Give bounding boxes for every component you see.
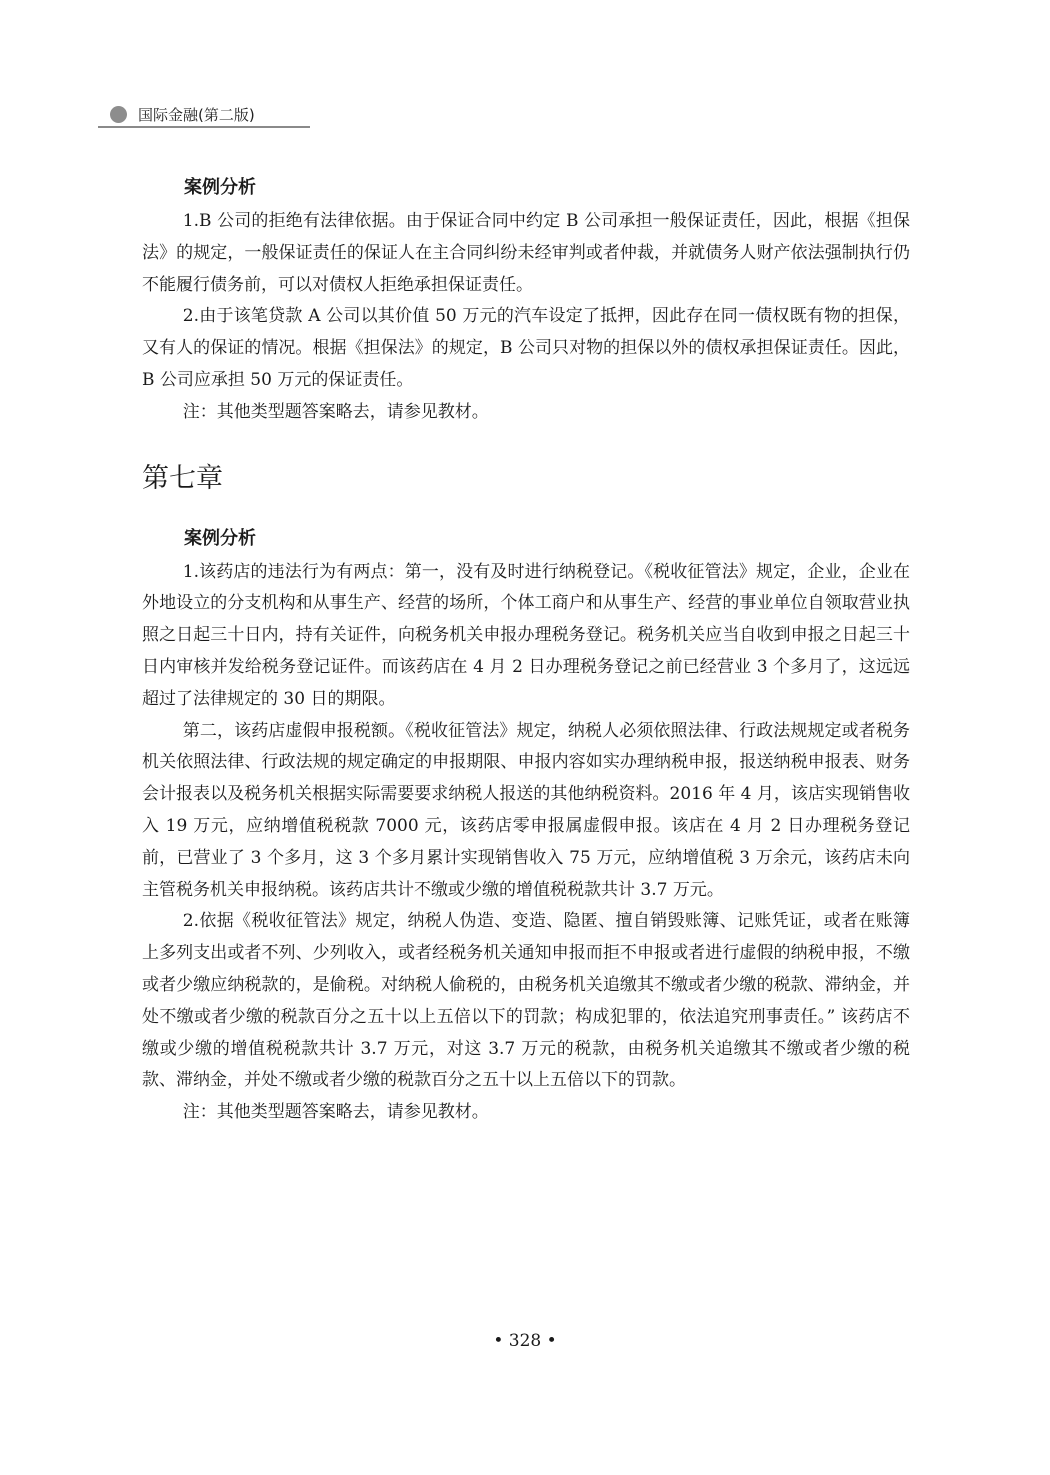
page-content bbox=[142, 170, 910, 1129]
running-header bbox=[98, 102, 310, 128]
book-title: 国际金融(第二版) bbox=[138, 106, 255, 124]
paragraph: 2.由于该笔贷款 A 公司以其价值 50 万元的汽车设定了抵押，因此存在同一债权既有物的担保，又有人的保证的情况。根据《担保法》的规定，B 公司只对物的担保以外的债权承担保证责任。因此，B 公司应承担 50 万元的保证责任。 bbox=[142, 306, 910, 390]
section-subheading: 案例分析 bbox=[184, 177, 256, 198]
chapter-heading: 第七章 bbox=[142, 462, 223, 494]
bullet-dot-icon bbox=[110, 106, 127, 123]
paragraph: 第二，该药店虚假申报税额。《税收征管法》规定，纳税人必须依照法律、行政法规规定或者税务机关依照法律、行政法规的规定确定的申报期限、申报内容如实办理纳税申报，报送纳税申报表、财务会计报表以及税务机关根据实际需要要求纳税人报送的其他纳税资料。2016 年 4 月，该店实现销售收入 19 万元，应纳增值税税款 7000 元，该药店零申报属虚假申报。该店在 4 月 2 日办理税务登记前，已营业了 3 个多月，这 3 个多月累计实现销售收入 75 万元，应纳增值税 3 万余元，该药店未向主管税务机关申报纳税。该药店共计不缴或少缴的增值税税款共计 3.7 万元。 bbox=[142, 720, 910, 900]
note-text: 注：其他类型题答案略去，请参见教材。 bbox=[182, 1102, 489, 1123]
paragraph: 2.依据《税收征管法》规定，纳税人伪造、变造、隐匿、擅自销毁账簿、记账凭证，或者在账簿上多列支出或者不列、少列收入，或者经税务机关通知申报而拒不申报或者进行虚假的纳税申报，不缴或者少缴应纳税款的，是偷税。对纳税人偷税的，由税务机关追缴其不缴或者少缴的税款、滞纳金，并处不缴或者少缴的税款百分之五十以上五倍以下的罚款；构成犯罪的，依法追究刑事责任。” 该药店不缴或少缴的增值税税款共计 3.7 万元，对这 3.7 万元的税款，由税务机关追缴其不缴或者少缴的税款、滞纳金，并处不缴或者少缴的税款百分之五十以上五倍以下的罚款。 bbox=[142, 911, 910, 1091]
header-rule bbox=[98, 126, 310, 128]
note-text: 注：其他类型题答案略去，请参见教材。 bbox=[182, 401, 489, 422]
page-number: • 328 • bbox=[493, 1331, 557, 1351]
section-subheading: 案例分析 bbox=[184, 527, 256, 549]
paragraph: 1.该药店的违法行为有两点：第一，没有及时进行纳税登记。《税收征管法》规定，企业，企业在外地设立的分支机构和从事生产、经营的场所，个体工商户和从事生产、经营的事业单位自领取营业执照之日起三十日内，持有关证件，向税务机关申报办理税务登记。税务机关应当自收到申报之日起三十日内审核并发给税务登记证件。而该药店在 4 月 2 日办理税务登记之前已经营业 3 个多月了，这远远超过了法律规定的 30 日的期限。 bbox=[142, 561, 910, 709]
paragraph: 1.B 公司的拒绝有法律依据。由于保证合同中约定 B 公司承担一般保证责任，因此，根据《担保法》的规定，一般保证责任的保证人在主合同纠纷未经审判或者仲裁，并就债务人财产依法强制执行仍不能履行债务前，可以对债权人拒绝承担保证责任。 bbox=[142, 211, 910, 295]
